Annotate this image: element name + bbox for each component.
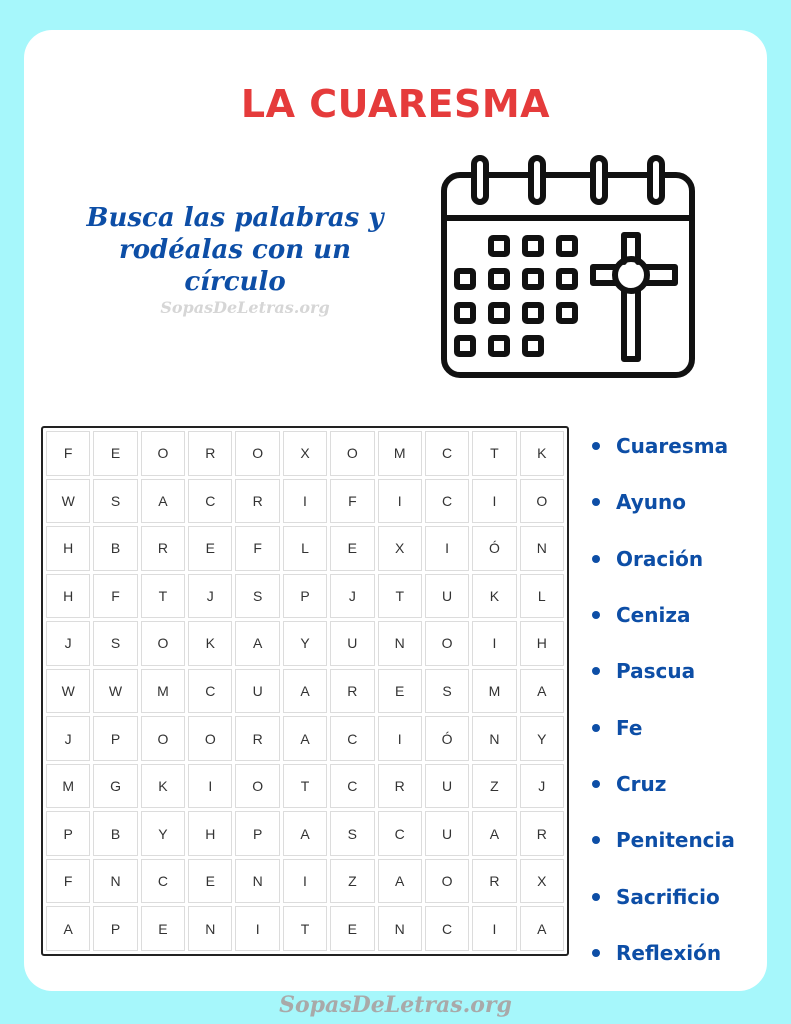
- bullet-icon: [592, 555, 600, 563]
- grid-cell[interactable]: X: [283, 431, 327, 476]
- grid-cell[interactable]: A: [46, 906, 90, 951]
- grid-cell[interactable]: O: [520, 479, 564, 524]
- grid-cell[interactable]: U: [425, 811, 469, 856]
- word-label: Oración: [616, 546, 704, 571]
- grid-cell[interactable]: E: [330, 906, 374, 951]
- grid-cell[interactable]: H: [520, 621, 564, 666]
- grid-cell[interactable]: N: [378, 906, 422, 951]
- grid-cell[interactable]: P: [46, 811, 90, 856]
- grid-cell[interactable]: R: [330, 669, 374, 714]
- grid-cell[interactable]: A: [235, 621, 279, 666]
- grid-cell[interactable]: U: [425, 574, 469, 619]
- grid-cell[interactable]: I: [472, 479, 516, 524]
- instructions-text: Busca las palabras y rodéalas con un círculo: [86, 203, 384, 297]
- grid-cell[interactable]: O: [235, 764, 279, 809]
- grid-cell[interactable]: A: [141, 479, 185, 524]
- grid-cell[interactable]: O: [330, 431, 374, 476]
- grid-cell[interactable]: I: [425, 526, 469, 571]
- bullet-icon: [592, 611, 600, 619]
- word-label: Penitencia: [616, 828, 735, 853]
- bullet-icon: [592, 724, 600, 732]
- word-list: [592, 418, 767, 981]
- page-title: LA CUARESMA: [240, 82, 551, 126]
- grid-cell[interactable]: C: [425, 431, 469, 476]
- grid-cell[interactable]: W: [46, 479, 90, 524]
- bullet-icon: [592, 498, 600, 506]
- grid-cell[interactable]: U: [330, 621, 374, 666]
- grid-cell[interactable]: N: [93, 859, 137, 904]
- word-list-item: [592, 868, 767, 924]
- bullet-icon: [592, 893, 600, 901]
- grid-cell[interactable]: K: [141, 764, 185, 809]
- bullet-icon: [592, 442, 600, 450]
- grid-cell[interactable]: I: [283, 859, 327, 904]
- word-list-item: [592, 474, 767, 530]
- grid-cell[interactable]: S: [93, 621, 137, 666]
- grid-cell[interactable]: Z: [330, 859, 374, 904]
- grid-cell[interactable]: Y: [283, 621, 327, 666]
- grid-cell[interactable]: A: [283, 811, 327, 856]
- grid-cell[interactable]: I: [378, 479, 422, 524]
- grid-cell[interactable]: O: [425, 621, 469, 666]
- grid-cell[interactable]: Z: [472, 764, 516, 809]
- word-label: Ceniza: [616, 603, 691, 628]
- word-label: Fe: [616, 715, 643, 740]
- grid-cell[interactable]: J: [520, 764, 564, 809]
- grid-cell[interactable]: L: [520, 574, 564, 619]
- grid-cell[interactable]: N: [472, 716, 516, 761]
- grid-cell[interactable]: C: [330, 764, 374, 809]
- grid-cell[interactable]: E: [330, 526, 374, 571]
- grid-cell[interactable]: M: [472, 669, 516, 714]
- grid-cell[interactable]: I: [283, 479, 327, 524]
- grid-cell[interactable]: T: [283, 764, 327, 809]
- grid-cell[interactable]: C: [378, 811, 422, 856]
- bullet-icon: [592, 780, 600, 788]
- grid-cell[interactable]: H: [188, 811, 232, 856]
- grid-cell[interactable]: F: [46, 859, 90, 904]
- grid-cell[interactable]: R: [472, 859, 516, 904]
- grid-cell[interactable]: I: [235, 906, 279, 951]
- watermark: SopasDeLetras.org: [160, 298, 330, 317]
- word-list-item: [592, 531, 767, 587]
- grid-cell[interactable]: I: [188, 764, 232, 809]
- grid-cell[interactable]: A: [378, 859, 422, 904]
- grid-cell[interactable]: K: [520, 431, 564, 476]
- word-list-item: [592, 643, 767, 699]
- grid-cell[interactable]: B: [93, 526, 137, 571]
- grid-cell[interactable]: O: [141, 716, 185, 761]
- grid-cell[interactable]: T: [283, 906, 327, 951]
- bullet-icon: [592, 836, 600, 844]
- grid-cell[interactable]: E: [378, 669, 422, 714]
- grid-cell[interactable]: E: [141, 906, 185, 951]
- bullet-icon: [592, 949, 600, 957]
- grid-cell[interactable]: Y: [520, 716, 564, 761]
- grid-cell[interactable]: M: [141, 669, 185, 714]
- grid-cell[interactable]: H: [46, 574, 90, 619]
- grid-cell[interactable]: J: [46, 716, 90, 761]
- grid-cell[interactable]: O: [141, 431, 185, 476]
- grid-cell[interactable]: E: [188, 526, 232, 571]
- grid-cell[interactable]: A: [283, 669, 327, 714]
- grid-cell[interactable]: C: [330, 716, 374, 761]
- grid-cell[interactable]: C: [141, 859, 185, 904]
- grid-cell[interactable]: I: [472, 906, 516, 951]
- grid-cell[interactable]: A: [520, 669, 564, 714]
- grid-cell[interactable]: H: [46, 526, 90, 571]
- grid-cell[interactable]: N: [378, 621, 422, 666]
- grid-cell[interactable]: G: [93, 764, 137, 809]
- grid-cell[interactable]: C: [425, 479, 469, 524]
- grid-cell[interactable]: C: [188, 669, 232, 714]
- grid-cell[interactable]: J: [188, 574, 232, 619]
- grid-cell[interactable]: F: [235, 526, 279, 571]
- word-list-item: [592, 812, 767, 868]
- word-label: Reflexión: [616, 940, 722, 965]
- grid-cell[interactable]: F: [330, 479, 374, 524]
- grid-cell[interactable]: R: [520, 811, 564, 856]
- grid-cell[interactable]: R: [141, 526, 185, 571]
- word-list-item: [592, 587, 767, 643]
- word-list-item: [592, 925, 767, 981]
- grid-cell[interactable]: E: [188, 859, 232, 904]
- grid-cell[interactable]: R: [188, 431, 232, 476]
- grid-cell[interactable]: X: [520, 859, 564, 904]
- grid-cell[interactable]: M: [46, 764, 90, 809]
- grid-cell[interactable]: F: [93, 574, 137, 619]
- grid-cell[interactable]: B: [93, 811, 137, 856]
- grid-cell[interactable]: U: [425, 764, 469, 809]
- grid-cell[interactable]: T: [472, 431, 516, 476]
- grid-cell[interactable]: N: [188, 906, 232, 951]
- bullet-icon: [592, 667, 600, 675]
- word-list-item: [592, 756, 767, 812]
- grid-cell[interactable]: C: [188, 479, 232, 524]
- word-label: Cuaresma: [616, 434, 729, 459]
- grid-cell[interactable]: L: [283, 526, 327, 571]
- grid-cell[interactable]: F: [46, 431, 90, 476]
- grid-cell[interactable]: J: [46, 621, 90, 666]
- calendar-cross-icon: [436, 150, 700, 386]
- grid-cell[interactable]: T: [141, 574, 185, 619]
- word-list-item: [592, 699, 767, 755]
- grid-cell[interactable]: P: [93, 716, 137, 761]
- grid-cell[interactable]: N: [235, 859, 279, 904]
- grid-cell[interactable]: X: [378, 526, 422, 571]
- grid-cell[interactable]: C: [425, 906, 469, 951]
- grid-cell[interactable]: A: [283, 716, 327, 761]
- grid-cell[interactable]: K: [472, 574, 516, 619]
- grid-cell[interactable]: T: [378, 574, 422, 619]
- grid-cell[interactable]: M: [378, 431, 422, 476]
- word-label: Ayuno: [616, 490, 687, 515]
- word-label: Pascua: [616, 659, 696, 684]
- grid-cell[interactable]: P: [93, 906, 137, 951]
- grid-cell[interactable]: A: [520, 906, 564, 951]
- grid-cell[interactable]: W: [46, 669, 90, 714]
- grid-cell[interactable]: P: [283, 574, 327, 619]
- word-label: Cruz: [616, 771, 667, 796]
- grid-cell[interactable]: K: [188, 621, 232, 666]
- grid-cell[interactable]: R: [235, 716, 279, 761]
- grid-cell[interactable]: A: [472, 811, 516, 856]
- grid-cell[interactable]: N: [520, 526, 564, 571]
- grid-cell[interactable]: E: [93, 431, 137, 476]
- grid-cell[interactable]: O: [141, 621, 185, 666]
- grid-cell[interactable]: S: [235, 574, 279, 619]
- grid-cell[interactable]: S: [93, 479, 137, 524]
- grid-cell[interactable]: S: [425, 669, 469, 714]
- grid-cell[interactable]: P: [235, 811, 279, 856]
- word-label: Sacrificio: [616, 884, 720, 909]
- word-list-item: [592, 418, 767, 474]
- grid-cell[interactable]: I: [472, 621, 516, 666]
- grid-cell[interactable]: R: [235, 479, 279, 524]
- word-search-grid: [41, 426, 569, 956]
- grid-cell[interactable]: I: [378, 716, 422, 761]
- grid-cell[interactable]: Ó: [425, 716, 469, 761]
- grid-cell[interactable]: O: [188, 716, 232, 761]
- grid-cell[interactable]: S: [330, 811, 374, 856]
- grid-cell[interactable]: O: [425, 859, 469, 904]
- grid-cell[interactable]: O: [235, 431, 279, 476]
- grid-cell[interactable]: U: [235, 669, 279, 714]
- grid-cell[interactable]: W: [93, 669, 137, 714]
- footer-watermark: SopasDeLetras.org: [279, 992, 512, 1018]
- grid-cell[interactable]: Ó: [472, 526, 516, 571]
- grid-cell[interactable]: Y: [141, 811, 185, 856]
- grid-cell[interactable]: J: [330, 574, 374, 619]
- grid-cell[interactable]: R: [378, 764, 422, 809]
